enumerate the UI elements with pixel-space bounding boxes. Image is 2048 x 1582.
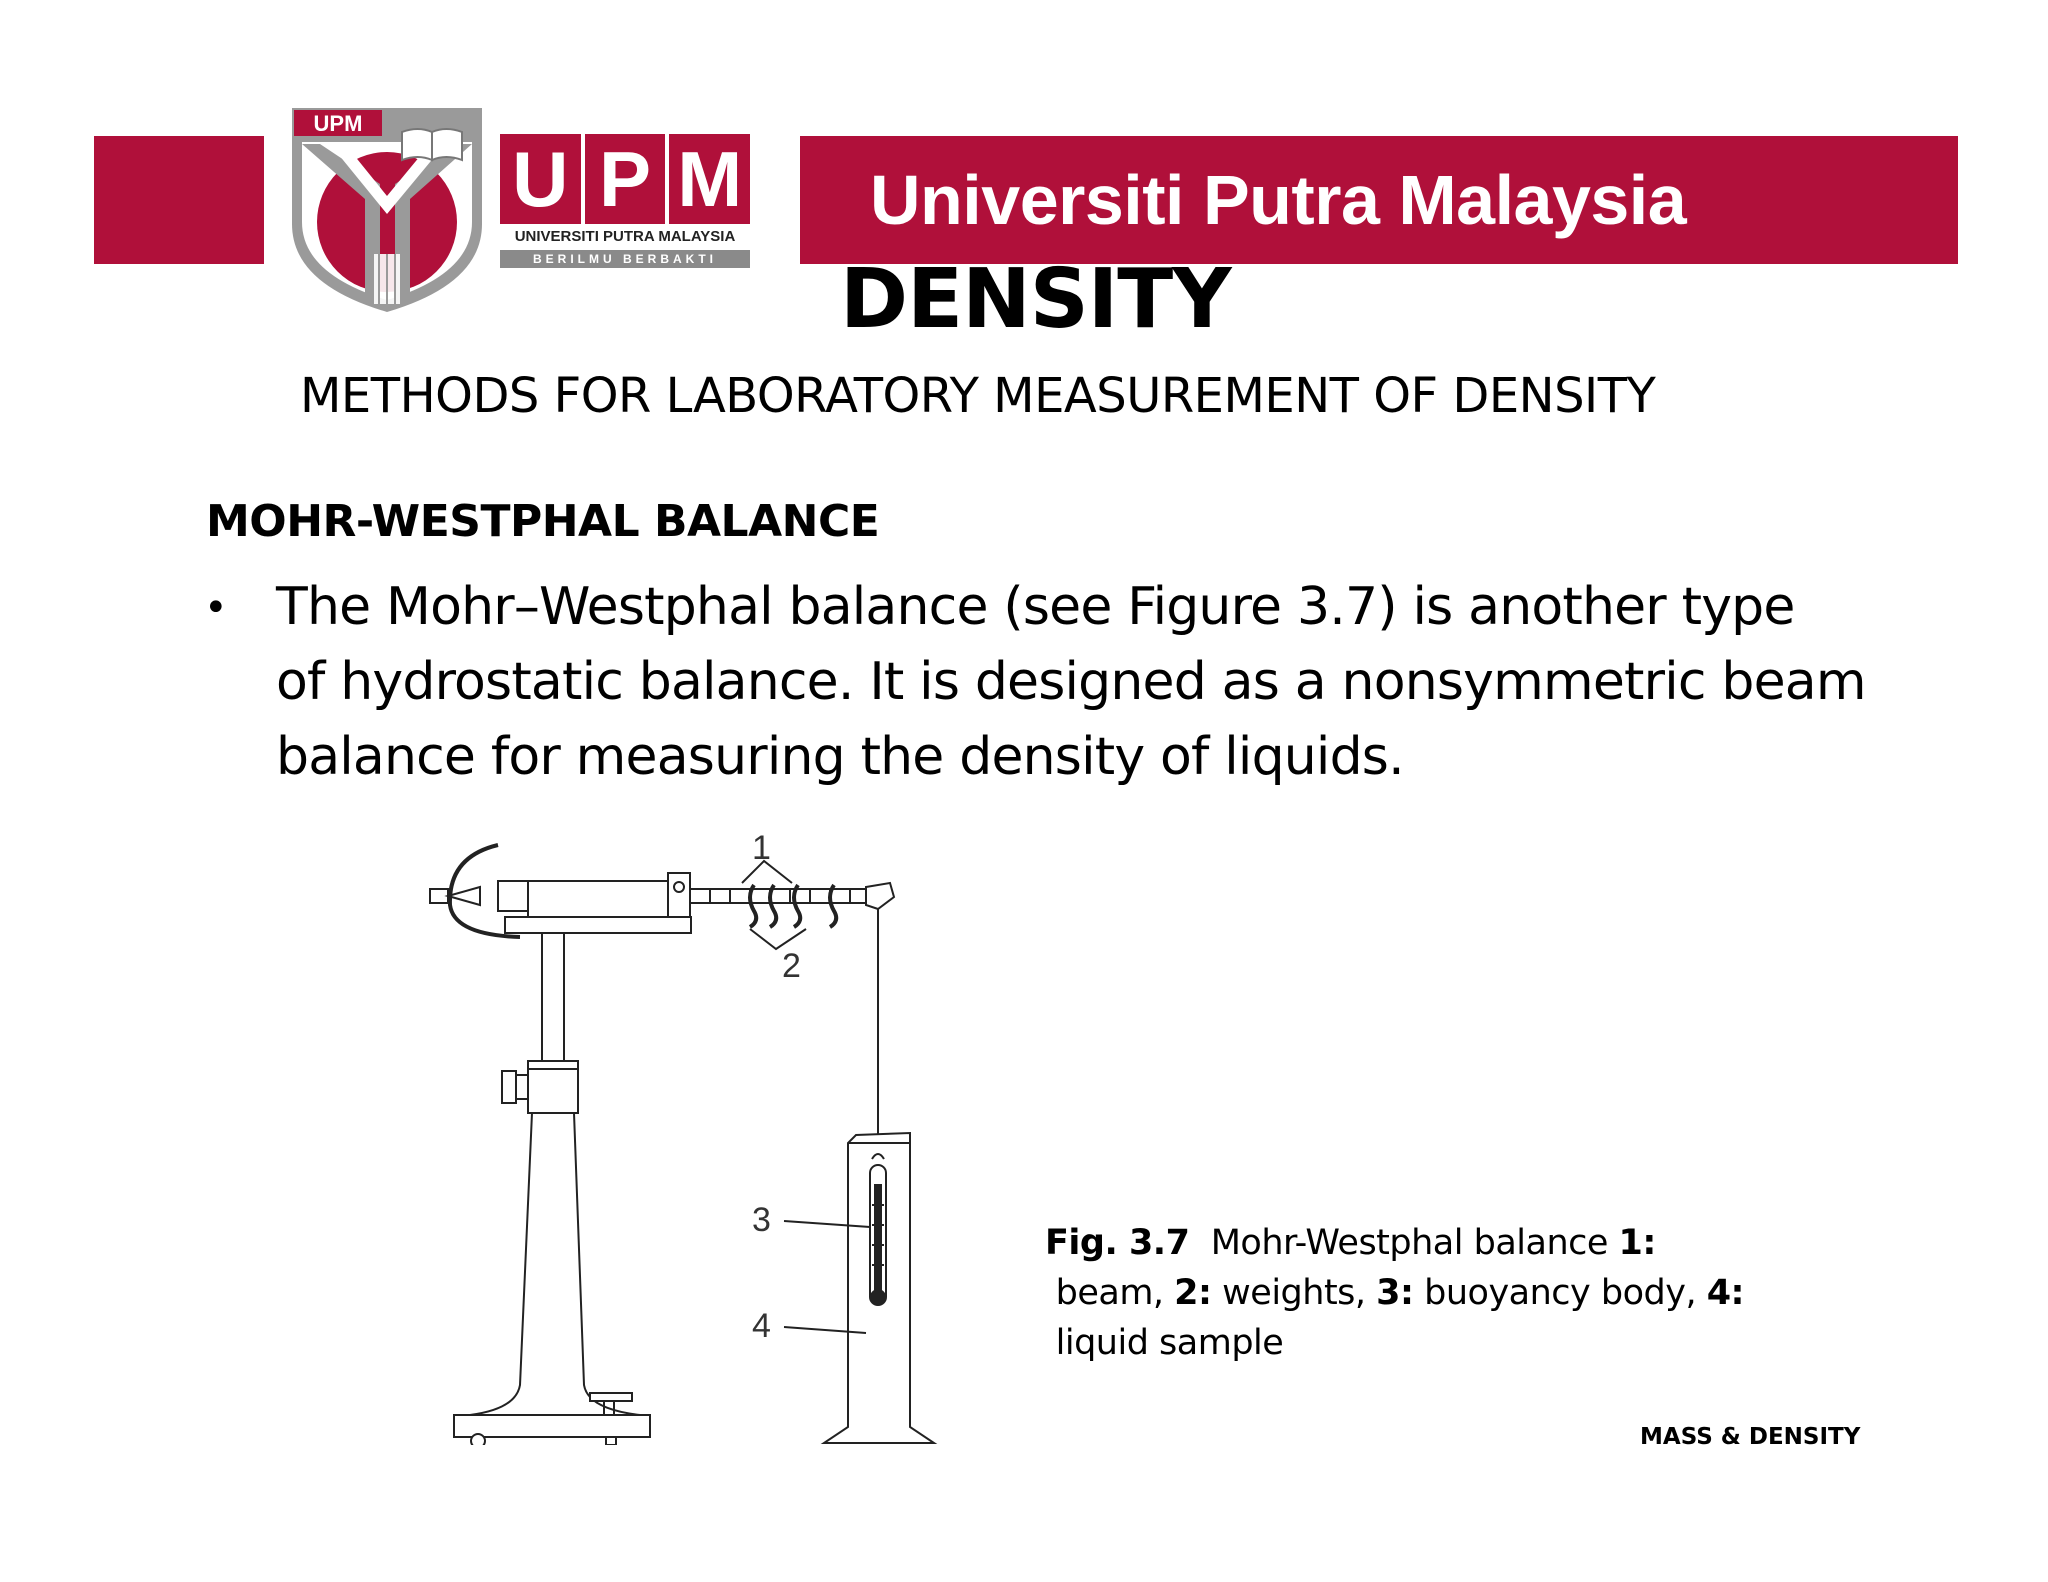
beam-icon (690, 889, 866, 903)
base-plate (454, 1415, 650, 1437)
bullet-line: The Mohr–Westphal balance (see Figure 3.7) is another type (276, 577, 1795, 637)
slide-subtitle: METHODS FOR LABORATORY MEASUREMENT OF DENSITY (300, 368, 1656, 424)
crest-label: UPM (313, 111, 363, 136)
caption-key: 4: (1706, 1273, 1745, 1313)
figure-caption (1045, 1218, 1785, 1378)
support-rod (542, 933, 564, 1061)
figure-label-2: 2 (782, 947, 801, 985)
wordmark-subtitle: UNIVERSITI PUTRA MALAYSIA (514, 228, 736, 245)
caption-key: 2: (1174, 1273, 1212, 1313)
upm-logo (290, 104, 760, 314)
slide-title: DENSITY (840, 252, 1231, 347)
figure-label-1: 1 (752, 829, 771, 867)
caption-text: weights, (1211, 1273, 1377, 1313)
caption-text: beam, (1045, 1273, 1175, 1313)
wordmark-letter-p: P (585, 134, 666, 224)
caption-text: Mohr-Westphal balance (1189, 1223, 1619, 1263)
bullet-text (276, 570, 1876, 800)
figure-label-3: 3 (752, 1201, 771, 1239)
clamp-knob-icon (502, 1071, 516, 1103)
footer-label: MASS & DENSITY (1640, 1424, 1861, 1450)
wordmark-motto: BERILMU BERBAKTI (500, 250, 750, 268)
caption-key: 3: (1376, 1273, 1414, 1313)
upm-wordmark (500, 134, 750, 284)
university-name: Universiti Putra Malaysia (870, 161, 1687, 239)
wordmark-letter-m: M (669, 134, 750, 224)
wordmark-letter-u: U (500, 134, 581, 224)
upm-crest-icon (290, 104, 485, 314)
caption-text: buoyancy body, (1413, 1273, 1707, 1313)
header-band-left (94, 136, 264, 264)
wordmark-letters (500, 134, 750, 224)
caption-key: 1: (1618, 1223, 1656, 1263)
beam-housing (528, 881, 688, 917)
section-heading: MOHR-WESTPHAL BALANCE (206, 496, 880, 547)
mohr-westphal-balance-figure (420, 825, 960, 1445)
bullet-line: of hydrostatic balance. It is designed as a nonsymmetric beam (276, 652, 1866, 712)
bullet-line: balance for measuring the density of liquids. (276, 727, 1404, 787)
figure-label-4: 4 (752, 1307, 771, 1345)
support-column (470, 1113, 640, 1415)
caption-figure-number: Fig. 3.7 (1045, 1223, 1190, 1263)
caption-text: liquid sample (1045, 1323, 1284, 1363)
bullet-marker: • (204, 585, 228, 631)
